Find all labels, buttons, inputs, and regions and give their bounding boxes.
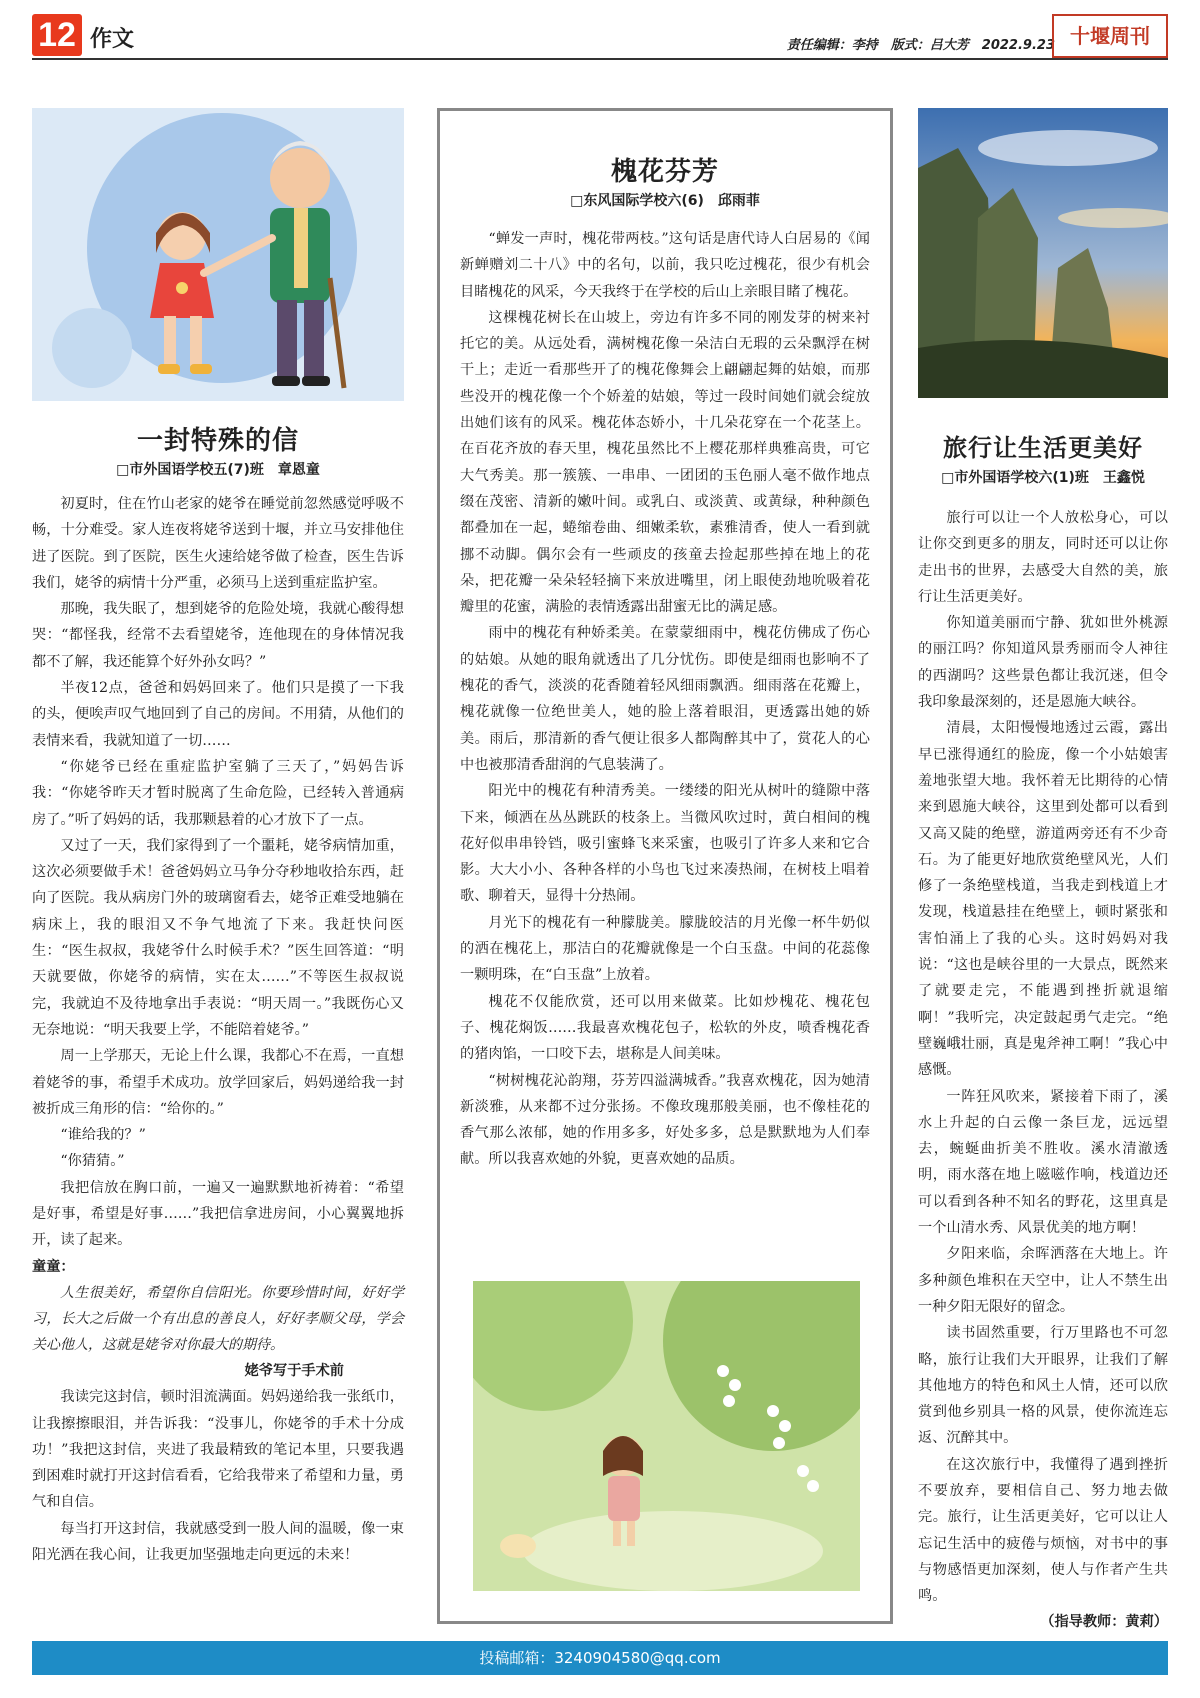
letter-salutation: 童童： (32, 1258, 75, 1275)
paragraph: “你猜猜。” (60, 1153, 125, 1170)
paragraph: 半夜12点，爸爸和妈妈回来了。他们只是摸了一下我的头，便唉声叹气地回到了自己的房间。不用猜，从他们的表情来看，我就知道了一切…… (32, 680, 404, 749)
right-byline: □市外国语学校六(1)班 王鑫悦 (941, 470, 1145, 486)
left-column (32, 420, 404, 1568)
editor-meta: 责任编辑：李持 版式：吕大芳 2022.9.23 (786, 38, 1055, 53)
paragraph: 每当打开这封信，我就感受到一股人间的温暖，像一束阳光洒在我心间，让我更加坚强地走向更远的未来！ (32, 1520, 404, 1563)
locust-tree-girl-illustration (473, 1281, 860, 1591)
paragraph: 一阵狂风吹来，紧接着下雨了，溪水上升起的白云像一条巨龙，远远望去，蜿蜒曲折美不胜收。溪水清澈透明，雨水落在地上嗞嗞作响，栈道边还可以看到各种不知名的野花，这里真是一个山清水秀、风景优美的地方啊！ (918, 1088, 1168, 1237)
paragraph: “树树槐花沁韵翔，芬芳四溢满城香。”我喜欢槐花，因为她清新淡雅，从来都不过分张扬。不像玫瑰那般美丽，也不像桂花的香气那么浓郁，她的作用多多，好处多多，总是默默地为人们奉献。所以我喜欢她的外貌，更喜欢她的品质。 (460, 1072, 870, 1168)
left-byline: □市外国语学校五(7)班 章恩童 (116, 462, 320, 478)
paragraph: 读书固然重要，行万里路也不可忽略，旅行让我们大开眼界，让我们了解其他地方的特色和风土人情，还可以欣赏到他乡别具一格的风景，使你流连忘返、沉醉其中。 (918, 1325, 1168, 1447)
paragraph: “谁给我的？” (60, 1127, 146, 1144)
middle-column (460, 151, 870, 1173)
paragraph: 阳光中的槐花有种清秀美。一缕缕的阳光从树叶的缝隙中落下来，倾洒在丛丛跳跃的枝条上。当微风吹过时，黄白相间的槐花好似串串铃铛，吸引蜜蜂飞来采蜜，也吸引了许多人来和它合影。大大小小、各种各样的小鸟也飞过来凑热闹，在树枝上唱着歌、聊着天，显得十分热闹。 (460, 783, 870, 905)
middle-article-box (437, 108, 893, 1624)
middle-article-title: 槐花芬芳 (610, 157, 719, 187)
letter-sign: 姥爷写于手术前 (244, 1362, 344, 1379)
teacher-credit: （指导教师：黄莉） (1040, 1614, 1168, 1631)
masthead-logo: 十堰周刊 (1052, 14, 1168, 58)
page-header (0, 0, 1200, 64)
letter-body: 人生很美好，希望你自信阳光。你要珍惜时间，好好学习，长大之后做一个有出息的善良人，好好孝顺父母，学会关心他人，这就是姥爷对你最大的期待。 (32, 1284, 404, 1353)
page-number: 12 (32, 14, 82, 56)
paragraph: 清晨，太阳慢慢地透过云霞，露出早已涨得通红的脸庞，像一个小姑娘害羞地张望大地。我怀着无比期待的心情来到恩施大峡谷，这里到处都可以看到又高又陡的绝壁，游道两旁还有不少奇石。为了能更好地欣赏绝壁风光，人们修了一条绝壁栈道，当我走到栈道上才发现，栈道悬挂在绝壁上，顿时紧张和害怕涌上了我的心头。这时妈妈对我说：“这也是峡谷里的一大景点，既然来了就要走完，不能遇到挫折就退缩啊！”我听完，决定鼓起勇气走完。“绝壁巍峨壮丽，真是鬼斧神工啊！”我心中感慨。 (918, 720, 1168, 1079)
submission-email-bar: 投稿邮箱：3240904580@qq.com (32, 1641, 1168, 1675)
paragraph: 我读完这封信，顿时泪流满面。妈妈递给我一张纸巾，让我擦擦眼泪，并告诉我：“没事儿，你姥爷的手术十分成功！”我把这封信，夹进了我最精致的笔记本里，只要我遇到困难时就打开这封信看看，它给我带来了希望和力量，勇气和自信。 (32, 1389, 404, 1511)
paragraph: 我把信放在胸口前，一遍又一遍默默地祈祷着：“希望是好事，希望是好事……”我把信拿进房间，小心翼翼地拆开，读了起来。 (32, 1179, 404, 1249)
paragraph: 旅行可以让一个人放松身心，可以让你交到更多的朋友，同时还可以让你走出书的世界，去感受大自然的美，旅行让生活更美好。 (918, 510, 1168, 605)
paragraph: 雨中的槐花有种娇柔美。在蒙蒙细雨中，槐花仿佛成了伤心的姑娘。从她的眼角就透出了几分忧伤。即使是细雨也影响不了槐花的香气，淡淡的花香随着轻风细雨飘洒。细雨落在花瓣上，槐花就像一位绝世美人，她的脸上落着眼泪，更透露出她的娇美。雨后，那清新的香气便让很多人都陶醉其中了，赏花人的心中也被那清香甜润的气息装满了。 (460, 625, 870, 773)
paragraph: “你姥爷已经在重症监护室躺了三天了，”妈妈告诉我：“你姥爷昨天才暂时脱离了生命危险，已经转入普通病房了。”听了妈妈的话，我那颗悬着的心才放下了一点。 (32, 758, 404, 828)
canyon-photo (918, 108, 1168, 398)
middle-byline: □东风国际学校六(6) 邱雨菲 (570, 193, 760, 209)
paragraph: 你知道美丽而宁静、犹如世外桃源的丽江吗？你知道风景秀丽而令人神往的西湖吗？这些景色都让我沉迷，但令我印象最深刻的，还是恩施大峡谷。 (918, 615, 1168, 711)
header-rule (32, 58, 1168, 60)
paragraph: 在这次旅行中，我懂得了遇到挫折不要放弃，要相信自己、努力地去做完。旅行，让生活更美好，它可以让人忘记生活中的疲倦与烦恼，对书中的事与物感悟更加深刻，使人与作者产生共鸣。 (918, 1456, 1168, 1605)
paragraph: 初夏时，住在竹山老家的姥爷在睡觉前忽然感觉呼吸不畅，十分难受。家人连夜将姥爷送到十堰，并立马安排他住进了医院。到了医院，医生火速给姥爷做了检查，医生告诉我们，姥爷的病情十分严重，必须马上送到重症监护室。 (32, 496, 404, 591)
right-column (918, 428, 1168, 1636)
paragraph: 这棵槐花树长在山坡上，旁边有许多不同的刚发芽的树来衬托它的美。从远处看，满树槐花像一朵洁白无瑕的云朵飘浮在树干上；走近一看那些开了的槐花像舞会上翩翩起舞的姑娘，而那些没开的槐花像一个个娇羞的姑娘，等过一段时间她们就会绽放出她们该有的风采。槐花体态娇小，十几朵花穿在一个花茎上。在百花齐放的春天里，槐花虽然比不上樱花那样典雅高贵，可它大气秀美。那一簇簇、一串串、一团团的玉色丽人毫不做作地点缀在茂密、清新的嫩叶间。或乳白、或淡黄、或黄绿，种种颜色都叠加在一起，蜷缩卷曲、细嫩柔软，素雅清香，使人一看到就挪不动脚。偶尔会有一些顽皮的孩童去捡起那些掉在地上的花朵，把花瓣一朵朵轻轻摘下来放进嘴里，闭上眼使劲地吮吸着花瓣里的花蜜，满脸的表情透露出甜蜜无比的满足感。 (460, 309, 870, 616)
paragraph: 槐花不仅能欣赏，还可以用来做菜。比如炒槐花、槐花包子、槐花焖饭……我最喜欢槐花包子，松软的外皮，喷香槐花香的猪肉馅，一口咬下去，堪称是人间美味。 (460, 993, 870, 1063)
right-article-title: 旅行让生活更美好 (943, 433, 1143, 462)
paragraph: 夕阳来临，余晖洒落在大地上。许多种颜色堆积在天空中，让人不禁生出一种夕阳无限好的留念。 (918, 1246, 1168, 1315)
paragraph: 那晚，我失眠了，想到姥爷的危险处境，我就心酸得想哭：“都怪我，经常不去看望姥爷，连他现在的身体情况我都不了解，我还能算个好外孙女吗？” (32, 601, 404, 670)
left-article-title: 一封特殊的信 (136, 426, 299, 456)
paragraph: “蝉发一声时，槐花带两枝。”这句话是唐代诗人白居易的《闻新蝉赠刘二十八》中的名句，以前，我只吃过槐花，很少有机会目睹槐花的风采，今天我终于在学校的后山上亲眼目睹了槐花。 (460, 231, 870, 300)
grandpa-girl-illustration (32, 108, 404, 401)
paragraph: 周一上学那天，无论上什么课，我都心不在焉，一直想着姥爷的事，希望手术成功。放学回家后，妈妈递给我一封被折成三角形的信：“给你的。” (32, 1048, 404, 1117)
section-name: 作文 (90, 27, 135, 52)
paragraph: 又过了一天，我们家得到了一个噩耗，姥爷病情加重，这次必须要做手术！爸爸妈妈立马争分夺秒地收拾东西，赶向了医院。我从病房门外的玻璃窗看去，姥爷正难受地躺在病床上，我的眼泪又不争气地流了下来。我赶快问医生：“医生叔叔，我姥爷什么时候手术？”医生回答道：“明天就要做，你姥爷的病情，实在太……”不等医生叔叔说完，我就迫不及待地拿出手表说：“明天周一。”我既伤心又无奈地说：“明天我要上学，不能陪着姥爷。” (32, 837, 404, 1038)
paragraph: 月光下的槐花有一种朦胧美。朦胧皎洁的月光像一杯牛奶似的洒在槐花上，那洁白的花瓣就像是一个白玉盘。中间的花蕊像一颗明珠，在“白玉盘”上放着。 (460, 914, 870, 984)
